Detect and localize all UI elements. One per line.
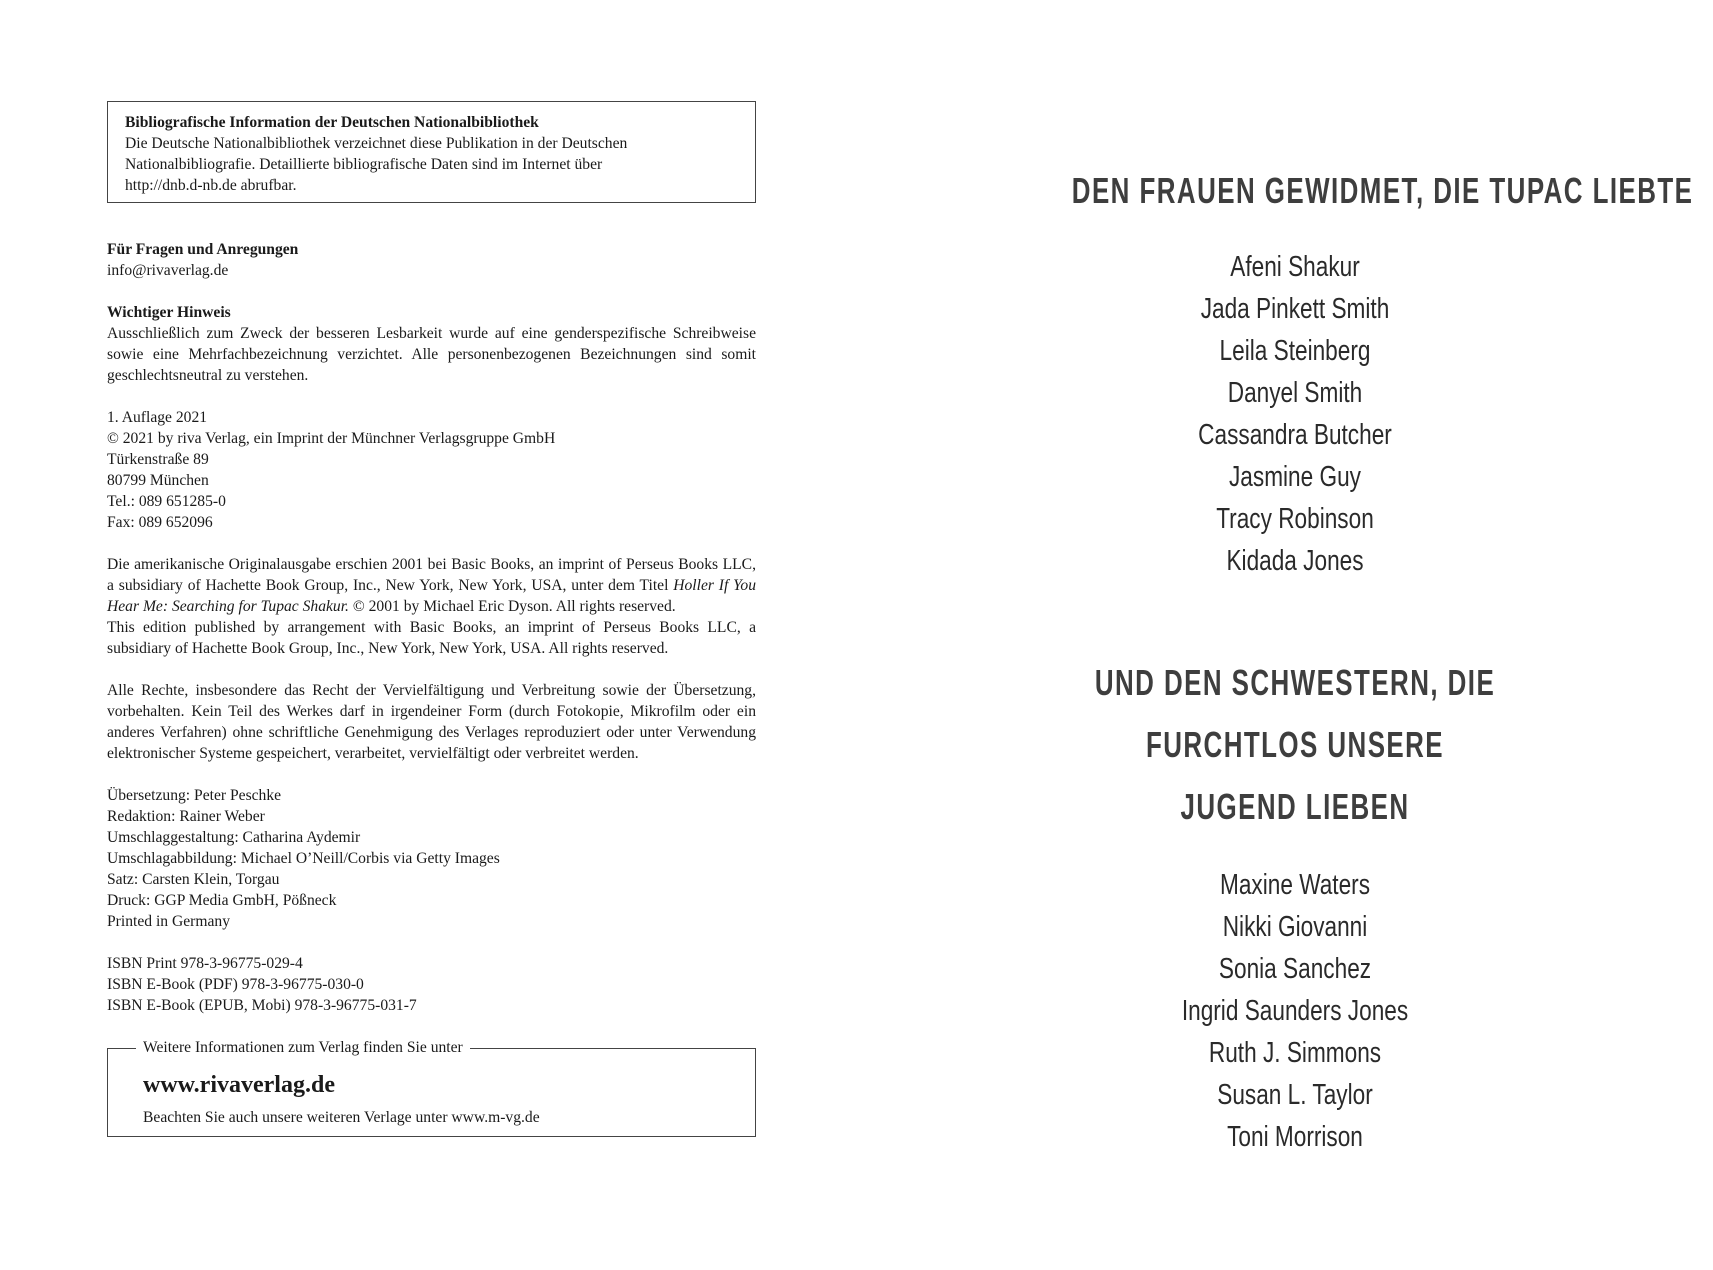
dedication-name: Kidada Jones	[1226, 545, 1364, 577]
contact-title: Für Fragen und Anregungen	[107, 241, 299, 258]
bibliographic-title: Bibliografische Information der Deutschen Nationalbibliothek	[125, 114, 539, 131]
dedication-name: Ruth J. Simmons	[1208, 1037, 1382, 1069]
dedication-name: Sonia Sanchez	[1218, 953, 1372, 985]
dedication-name: Afeni Shakur	[1230, 251, 1360, 283]
original-copyright: © 2001 by Michael Eric Dyson. All rights reserved.	[348, 598, 676, 615]
street-line: Türkenstraße 89	[107, 451, 209, 468]
dedication-page	[985, 160, 1694, 1158]
website-box-legend: Weitere Informationen zum Verlag finden Sie unter	[136, 1037, 470, 1058]
fax-line: Fax: 089 652096	[107, 514, 213, 531]
website-note: Beachten Sie auch unsere weiteren Verlage unter www.m-vg.de	[143, 1109, 540, 1126]
bibliographic-info-box	[107, 101, 756, 203]
original-edition-section	[107, 554, 756, 659]
bibliographic-url-line: http://dnb.d-nb.de abrufbar.	[125, 177, 297, 194]
credit-line: Übersetzung: Peter Peschke	[107, 787, 282, 804]
bibliographic-line: Die Deutsche Nationalbibliothek verzeichnet diese Publikation in der Deutschen	[125, 135, 628, 152]
dedication-heading-two-line: UND DEN SCHWESTERN, DIE FURCHTLOS UNSERE	[1094, 662, 1496, 765]
dedication-heading-one: DEN FRAUEN GEWIDMET, DIE TUPAC LIEBTE	[1071, 170, 1694, 211]
dedication-name: Susan L. Taylor	[1217, 1079, 1373, 1111]
credit-line: Druck: GGP Media GmbH, Pößneck	[107, 892, 337, 909]
bibliographic-line: Nationalbibliografie. Detaillierte bibliografische Daten sind im Internet über	[125, 156, 603, 173]
original-edition-intro: Die amerikanische Originalausgabe erschien 2001 bei Basic Books, an imprint of Perseus Books LLC, a subsidiary of Hachette Book Group, Inc., New York, New York, USA, unter dem Titel	[107, 556, 756, 594]
dedication-name: Danyel Smith	[1227, 377, 1363, 409]
dedication-name: Maxine Waters	[1219, 869, 1371, 901]
publisher-section	[107, 407, 756, 533]
dedication-name: Toni Morrison	[1227, 1121, 1363, 1153]
copyright-line: © 2021 by riva Verlag, ein Imprint der Münchner Verlagsgruppe GmbH	[107, 430, 556, 447]
dedication-name: Jada Pinkett Smith	[1200, 293, 1390, 325]
dedication-name: Nikki Giovanni	[1222, 911, 1368, 943]
credit-line: Umschlagabbildung: Michael O’Neill/Corbis via Getty Images	[107, 850, 500, 867]
credit-line: Redaktion: Rainer Weber	[107, 808, 265, 825]
dedication-name: Cassandra Butcher	[1198, 419, 1392, 451]
credits-section	[107, 785, 756, 932]
original-book-title: Holler If You Hear Me: Searching for Tupac Shakur.	[107, 577, 756, 615]
isbn-line: ISBN Print 978-3-96775-029-4	[107, 955, 303, 972]
imprint-page	[107, 101, 756, 1137]
isbn-section	[107, 953, 756, 1016]
dedication-heading-two	[1007, 652, 1583, 838]
rights-text: Alle Rechte, insbesondere das Recht der Vervielfältigung und Verbreitung sowie der Übersetzung, vorbehalten. Kein Teil des Werkes darf in irgendeiner Form (durch Fotokopie, Mikrofilm oder ein anderes Verfahren) ohne schriftliche Genehmigung des Verlages reproduziert oder unter Verwendung elektronischer Systeme gespeichert, verarbeitet, vervielfältigt oder verbreitet werden.	[107, 682, 756, 762]
isbn-line: ISBN E-Book (PDF) 978-3-96775-030-0	[107, 976, 364, 993]
city-line: 80799 München	[107, 472, 209, 489]
notice-text: Ausschließlich zum Zweck der besseren Lesbarkeit wurde auf eine genderspezifische Schreibweise sowie eine Mehrfachbezeichnung verzichtet. Alle personenbezogenen Bezeichnungen sind somit geschlechtsneutral zu verstehen.	[107, 325, 756, 384]
dedication-name: Ingrid Saunders Jones	[1181, 995, 1409, 1027]
contact-section	[107, 239, 756, 281]
original-edition-text	[107, 554, 756, 617]
edition-line: 1. Auflage 2021	[107, 409, 208, 426]
credit-line: Umschlaggestaltung: Catharina Aydemir	[107, 829, 361, 846]
dedication-name: Jasmine Guy	[1228, 461, 1361, 493]
dedication-heading-two-line: JUGEND LIEBEN	[1180, 786, 1410, 827]
dedication-name: Tracy Robinson	[1216, 503, 1374, 535]
dedication-name: Leila Steinberg	[1219, 335, 1371, 367]
website-url[interactable]: www.rivaverlag.de	[143, 1072, 335, 1098]
notice-section	[107, 302, 756, 386]
contact-email: info@rivaverlag.de	[107, 262, 229, 279]
dedication-names-one	[985, 246, 1605, 582]
arrangement-text: This edition published by arrangement with Basic Books, an imprint of Perseus Books LLC, a subsidiary of Hachette Book Group, Inc., New York, New York, USA. All rights reserved.	[107, 619, 756, 657]
phone-line: Tel.: 089 651285-0	[107, 493, 226, 510]
website-box	[107, 1039, 756, 1137]
credit-line: Printed in Germany	[107, 913, 230, 930]
notice-title: Wichtiger Hinweis	[107, 304, 231, 321]
isbn-line: ISBN E-Book (EPUB, Mobi) 978-3-96775-031-7	[107, 997, 417, 1014]
dedication-names-two	[985, 864, 1605, 1158]
credit-line: Satz: Carsten Klein, Torgau	[107, 871, 280, 888]
